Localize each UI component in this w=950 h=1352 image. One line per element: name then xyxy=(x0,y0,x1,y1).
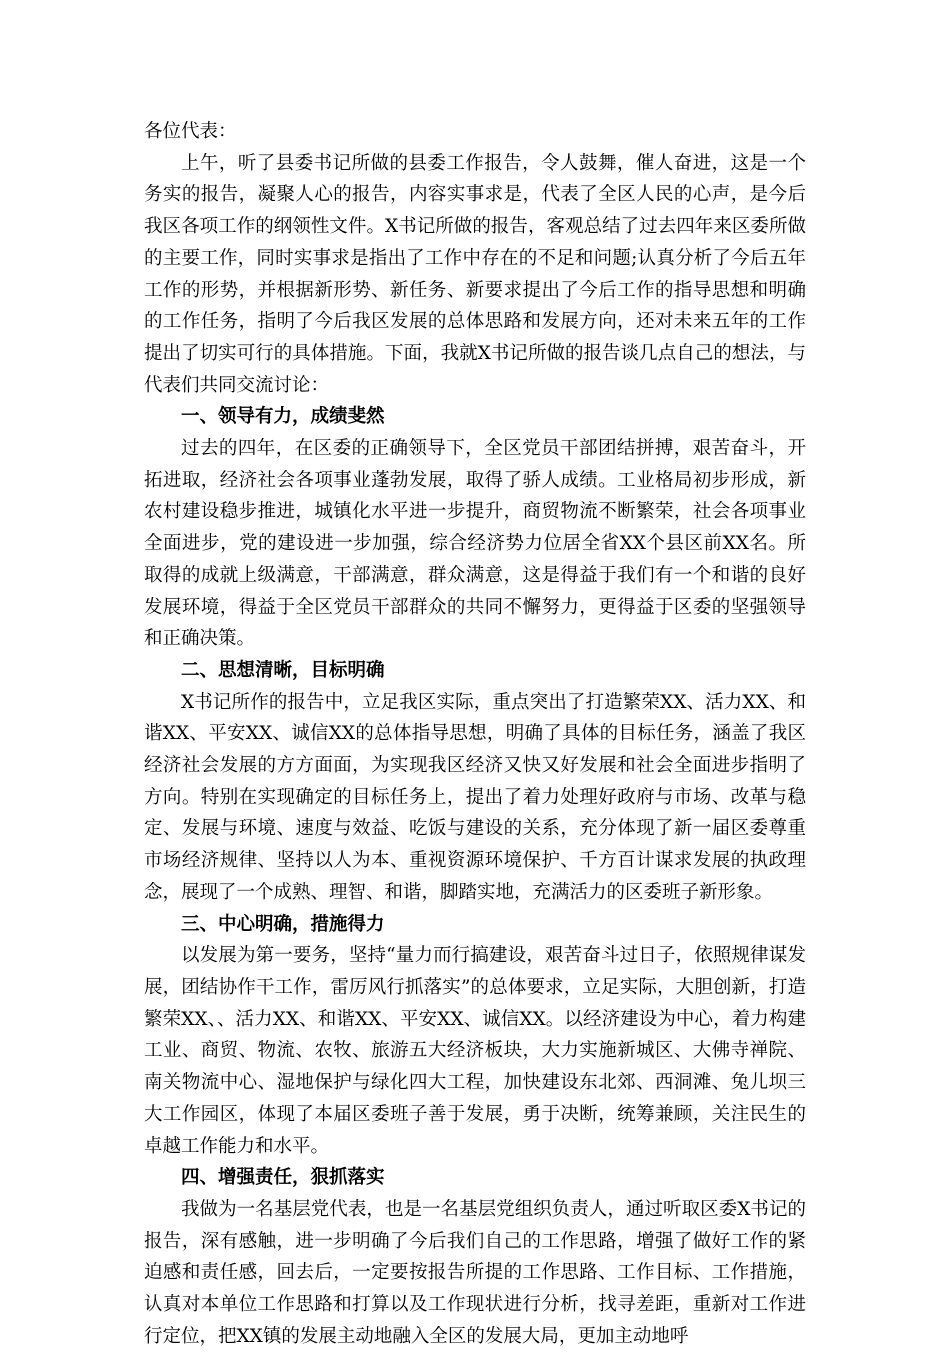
document-page xyxy=(144,116,806,1352)
section-body-2: X书记所作的报告中，立足我区实际，重点突出了打造繁荣XX、活力XX、和谐XX、平安XX、诚信XX的总体指导思想，明确了具体的目标任务，涵盖了我区经济社会发展的方方面面，为实现我区经济又快又好发展和社会全面进步指明了方向。特别在实现确定的目标任务上，提出了着力处理好政府与市场、改革与稳定、发展与环境、速度与效益、吃饭与建设的关系，充分体现了新一届区委尊重市场经济规律、坚持以人为本、重视资源环境保护、千方百计谋求发展的执政理念，展现了一个成熟、理智、和谐，脚踏实地，充满活力的区委班子新形象。 xyxy=(144,691,806,903)
section-heading-2: 二、思想清晰，目标明确 xyxy=(181,659,385,681)
section-body-1: 过去的四年，在区委的正确领导下，全区党员干部团结拼搏，艰苦奋斗，开拓进取，经济社会各项事业蓬勃发展，取得了骄人成绩。工业格局初步形成，新农村建设稳步推进，城镇化水平进一步提升，商贸物流不断繁荣，社会各项事业全面进步，党的建设进一步加强，综合经济势力位居全省XX个县区前XX名。所取得的成就上级满意，干部满意，群众满意，这是得益于我们有一个和谐的良好发展环境，得益于全区党员干部群众的共同不懈努力，更得益于区委的坚强领导和正确决策。 xyxy=(144,438,806,650)
section-heading-3: 三、中心明确，措施得力 xyxy=(181,913,385,935)
greeting: 各位代表： xyxy=(144,121,237,142)
section-heading-1: 一、领导有力，成绩斐然 xyxy=(181,406,385,428)
section-heading-4: 四、增强责任，狠抓落实 xyxy=(181,1167,385,1189)
section-body-3: 以发展为第一要务，坚持“量力而行搞建设，艰苦奋斗过日子，依照规律谋发展，团结协作干工作，雷厉风行抓落实”的总体要求，立足实际，大胆创新，打造繁荣XX、、活力XX、和谐XX、平安XX、诚信XX。以经济建设为中心，着力构建工业、商贸、物流、农牧、旅游五大经济板块，大力实施新城区、大佛寺禅院、南关物流中心、湿地保护与绿化四大工程，加快建设东北郊、西洞滩、兔儿坝三大工作园区，体现了本届区委班子善于发展，勇于决断，统筹兼顾，关注民生的卓越工作能力和水平。 xyxy=(144,945,806,1157)
intro-paragraph: 上午，听了县委书记所做的县委工作报告，令人鼓舞，催人奋进，这是一个务实的报告，凝聚人心的报告，内容实事求是，代表了全区人民的心声，是今后我区各项工作的纲领性文件。X书记所做的报告，客观总结了过去四年来区委所做的主要工作，同时实事求是指出了工作中存在的不足和问题;认真分析了今后五年工作的形势，并根据新形势、新任务、新要求提出了今后工作的指导思想和明确的工作任务，指明了今后我区发展的总体思路和发展方向，还对未来五年的工作提出了切实可行的具体措施。下面，我就X书记所做的报告谈几点自己的想法，与代表们共同交流讨论： xyxy=(144,152,806,396)
section-body-4: 我做为一名基层党代表，也是一名基层党组织负责人，通过听取区委X书记的报告，深有感触，进一步明确了今后我们自己的工作思路，增强了做好工作的紧迫感和责任感，回去后，一定要按报告所提的工作思路、工作目标、工作措施，认真对本单位工作思路和打算以及工作现状进行分析，找寻差距，重新对工作进行定位，把XX镇的发展主动地融入全区的发展大局，更加主动地呼 xyxy=(144,1198,806,1347)
